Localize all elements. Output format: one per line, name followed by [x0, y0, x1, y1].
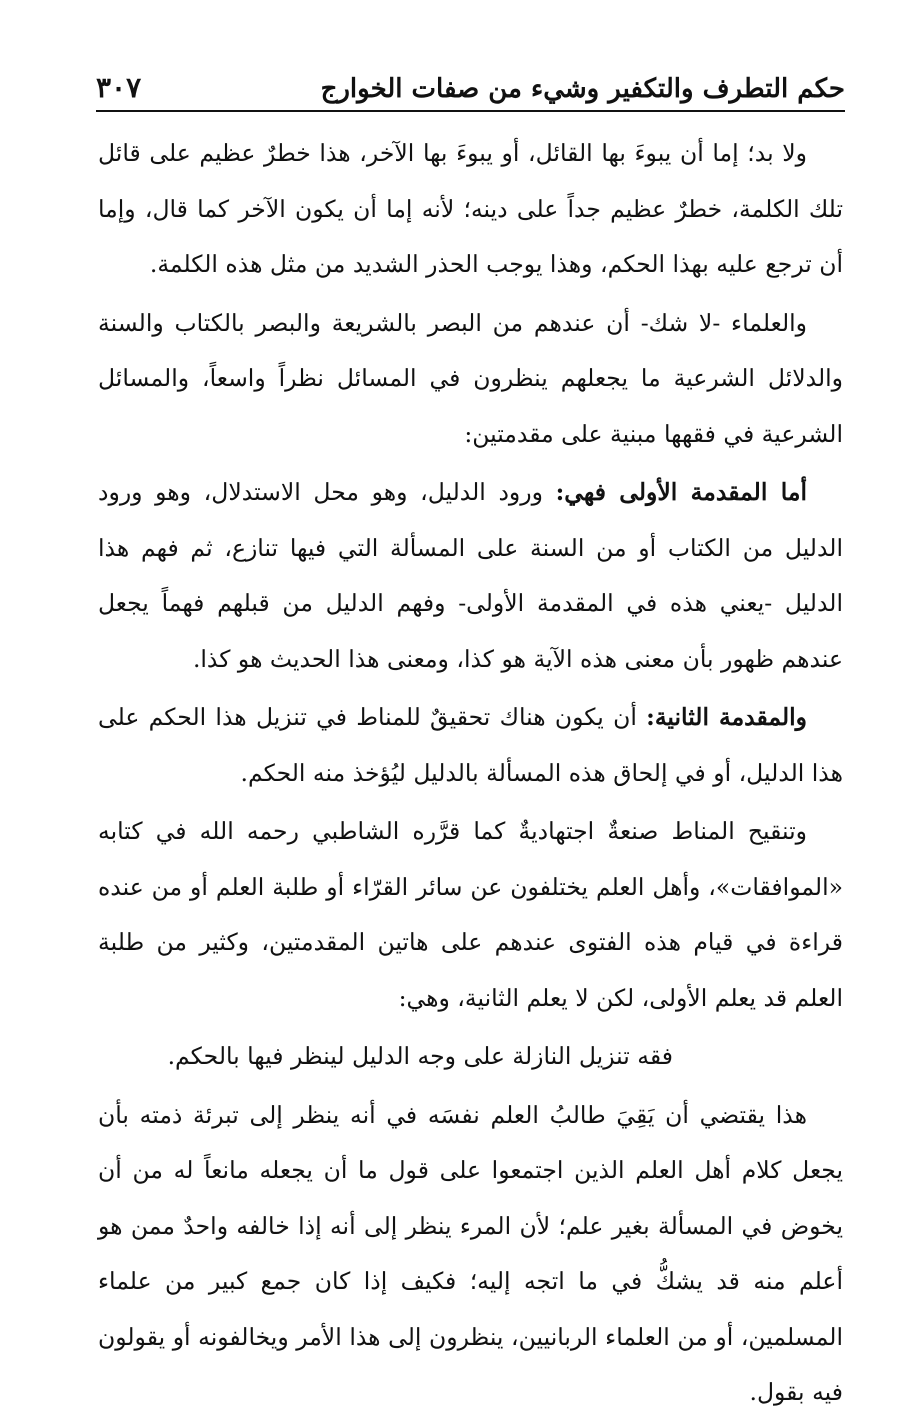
- paragraph-3: [98, 465, 843, 687]
- paragraph-7: [98, 1088, 843, 1421]
- paragraph-text: ورود الدليل، وهو محل الاستدلال، وهو ورود الدليل من الكتاب أو من السنة على المسألة التي فيها تنازع، ثم فهم هذا الدليل -يعني هذه في المقدمة الأولى- وفهم الدليل من قبلهم فهماً يجعل عندهم ظهور بأن معنى هذه الآية هو كذا، ومعنى هذا الحديث هو كذا.: [98, 478, 843, 673]
- paragraph-text: هذا يقتضي أن يَقِيَ طالبُ العلم نفسَه في أنه ينظر إلى تبرئة ذمته بأن يجعل كلام أهل العلم الذين اجتمعوا على قول ما أن يجعله مانعاً له من أن يخوض في المسألة بغير علم؛ لأن المرء ينظر إلى أنه إذا خالفه واحدٌ ممن هو أعلم منه قد يشكُّ في ما اتجه إليه؛ فكيف إذا كان جمع كبير من علماء المسلمين، أو من العلماء الربانيين، ينظرون إلى هذا الأمر ويخالفونه أو يقولون فيه بقول.: [98, 1100, 843, 1406]
- page-number: ٣٠٧: [96, 71, 142, 104]
- paragraph-4: [98, 690, 843, 801]
- running-title: حكم التطرف والتكفير وشيء من صفات الخوارج: [320, 74, 845, 104]
- body-text: [98, 126, 843, 1421]
- paragraph-1: [98, 126, 843, 293]
- paragraph-text: وتنقيح المناط صنعةٌ اجتهاديةٌ كما قرَّره الشاطبي رحمه الله في كتابه «الموافقات»، وأهل العلم يختلفون عن سائر القرّاء أو طلبة العلم أو من عنده قراءة في قيام هذه الفتوى عندهم على هاتين المقدمتين، وكثير من طلبة العلم قد يعلم الأولى، لكن لا يعلم الثانية، وهي:: [98, 817, 843, 1012]
- paragraph-text: والعلماء -لا شك- أن عندهم من البصر بالشريعة والبصر بالكتاب والسنة والدلائل الشرعية ما يجعلهم ينظرون في المسائل نظراً واسعاً، والمسائل الشرعية في فقهها مبنية على مقدمتين:: [98, 308, 843, 448]
- paragraph-lead: والمقدمة الثانية:: [646, 703, 808, 731]
- paragraph-text: ولا بد؛ إما أن يبوءَ بها القائل، أو يبوءَ بها الآخر، هذا خطرٌ عظيم على قائل تلك الكلمة، خطرٌ عظيم جداً على دينه؛ لأنه إما أن يكون الآخر كما قال، وإما أن ترجع عليه بهذا الحكم، وهذا يوجب الحذر الشديد من مثل هذه الكلمة.: [98, 139, 843, 278]
- running-header: [96, 62, 845, 112]
- paragraph-6: [98, 1029, 843, 1085]
- paragraph-2: [98, 296, 843, 463]
- paragraph-text: فقه تنزيل النازلة على وجه الدليل لينظر فيها بالحكم.: [167, 1042, 673, 1070]
- paragraph-lead: أما المقدمة الأولى فهي:: [555, 478, 807, 506]
- paragraph-text: أن يكون هناك تحقيقٌ للمناط في تنزيل هذا الحكم على هذا الدليل، أو في إلحاق هذه المسألة بالدليل ليُؤخذ منه الحكم.: [98, 703, 843, 787]
- paragraph-5: [98, 804, 843, 1026]
